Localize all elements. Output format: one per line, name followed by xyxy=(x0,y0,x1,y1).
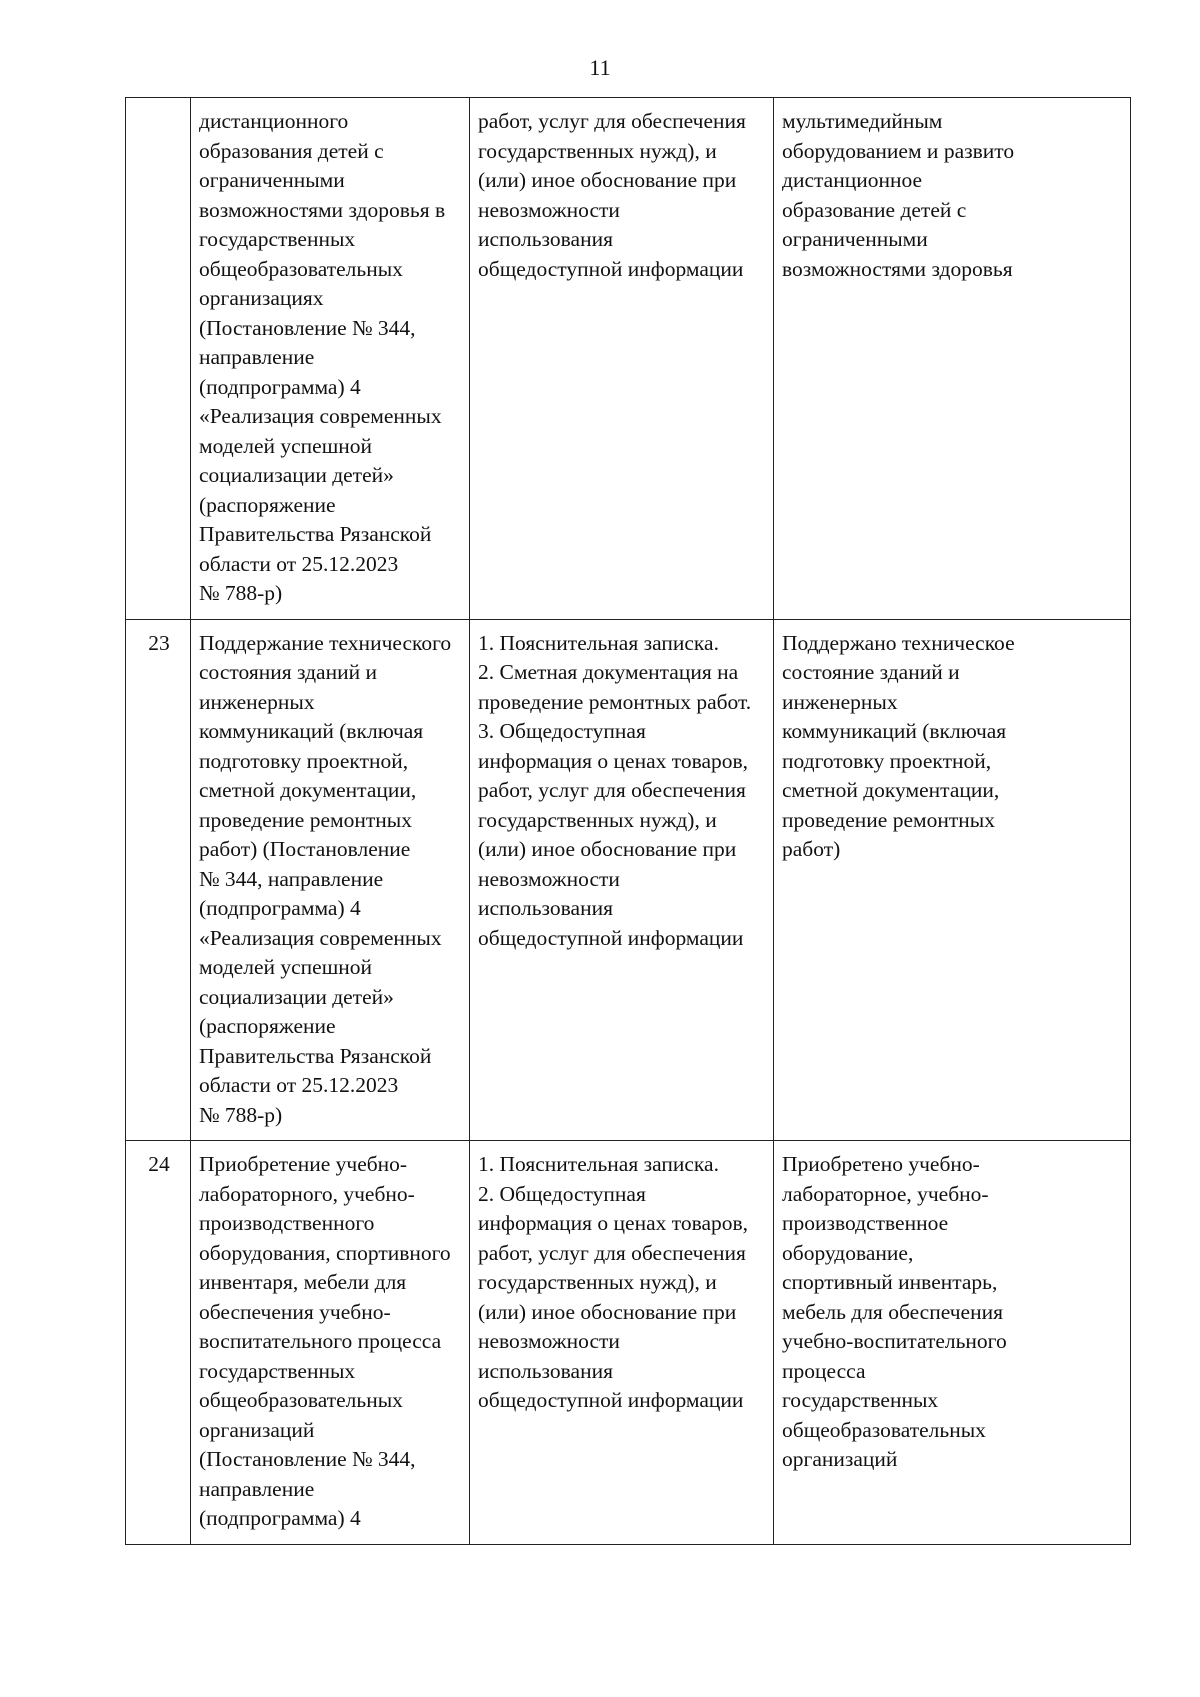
table-row xyxy=(126,1141,1131,1545)
measure-cell-line: (подпрограмма) 4 xyxy=(199,1506,361,1530)
measure-cell-line: моделей успешной xyxy=(199,433,373,458)
measure-cell-line: социализации детей» xyxy=(199,463,394,487)
documents-cell-line: (или) иное обоснование при xyxy=(478,1299,737,1324)
result-cell-line: мультимедийным xyxy=(782,109,943,133)
measure-cell-line: возможностями здоровья в xyxy=(199,197,446,222)
documents-cell-line: использования xyxy=(478,1358,613,1383)
result-cell-line: государственных xyxy=(782,1388,939,1412)
result-cell-line: организаций xyxy=(782,1447,898,1471)
result-cell-line: возможностями здоровья xyxy=(782,256,1013,281)
measure-cell xyxy=(191,98,470,620)
documents-cell-line: (или) иное обоснование при xyxy=(478,168,737,192)
result-cell-line: подготовку проектной, xyxy=(782,748,992,773)
documents-cell-line: общедоступной информации xyxy=(478,256,744,281)
measure-cell-line: (Постановление № 344, xyxy=(199,315,416,340)
measure-cell-line: подготовку проектной, xyxy=(199,748,409,773)
measure-cell-line: области от 25.12.2023 xyxy=(199,1073,399,1097)
measure-cell-line: оборудования, спортивного xyxy=(199,1240,451,1265)
result-cell-line: процесса xyxy=(782,1358,866,1383)
result-cell-line: Поддержано техническое xyxy=(782,630,1015,655)
result-cell xyxy=(774,619,1131,1141)
result-cell-line: инженерных xyxy=(782,689,898,714)
measure-cell-line: состояния зданий и xyxy=(199,660,377,684)
row-number-cell xyxy=(126,98,191,620)
table-row xyxy=(126,619,1131,1141)
measure-cell-line: «Реализация современных xyxy=(199,404,442,428)
measure-cell-line: коммуникаций (включая xyxy=(199,719,424,743)
measure-cell-line: обеспечения учебно- xyxy=(199,1299,391,1324)
row-number: 24 xyxy=(148,1152,170,1176)
result-cell-line: состояние зданий и xyxy=(782,660,960,684)
documents-cell-line: 2. Сметная документация на xyxy=(478,660,739,684)
result-cell-line: ограниченными xyxy=(782,227,928,251)
measure-cell-line: государственных xyxy=(199,1358,356,1383)
result-cell-line: Приобретено учебно- xyxy=(782,1152,980,1176)
result-cell-line: общеобразовательных xyxy=(782,1417,986,1442)
result-cell xyxy=(774,1141,1131,1545)
documents-cell-line: использования xyxy=(478,227,613,251)
result-cell-line: работ) xyxy=(782,837,841,861)
documents-cell-line: государственных нужд), и xyxy=(478,1270,717,1294)
measure-cell-line: общеобразовательных xyxy=(199,256,403,281)
measure-cell-line: направление xyxy=(199,1476,315,1501)
measure-cell-line: Приобретение учебно- xyxy=(199,1152,408,1176)
measure-cell-line: государственных xyxy=(199,227,356,251)
measure-cell-line: воспитательного процесса xyxy=(199,1329,442,1353)
measure-cell xyxy=(191,1141,470,1545)
documents-cell-line: 1. Пояснительная записка. xyxy=(478,1152,719,1176)
measure-cell-line: «Реализация современных xyxy=(199,925,442,950)
documents-cell-line: работ, услуг для обеспечения xyxy=(478,109,746,133)
row-number-cell xyxy=(126,619,191,1141)
measure-cell-line: Поддержание технического xyxy=(199,630,452,655)
measure-cell-line: инженерных xyxy=(199,689,315,714)
documents-cell-line: невозможности xyxy=(478,197,620,222)
documents-cell xyxy=(470,1141,774,1545)
documents-cell-line: (или) иное обоснование при xyxy=(478,837,737,861)
result-cell-line: проведение ремонтных xyxy=(782,807,995,832)
page-number: 11 xyxy=(589,55,611,80)
measure-cell-line: дистанционного xyxy=(199,109,349,133)
result-cell-line: сметной документации, xyxy=(782,778,1000,802)
measure-cell-line: ограниченными xyxy=(199,168,345,192)
documents-cell-line: использования xyxy=(478,896,613,920)
measure-cell-line: (распоряжение xyxy=(199,1014,336,1038)
documents-cell-line: государственных нужд), и xyxy=(478,138,717,163)
result-cell-line: мебель для обеспечения xyxy=(782,1299,1003,1324)
documents-cell-line: государственных нужд), и xyxy=(478,807,717,832)
result-cell-line: производственное xyxy=(782,1211,949,1235)
result-cell-line: дистанционное xyxy=(782,168,923,192)
result-cell-line: коммуникаций (включая xyxy=(782,719,1007,743)
documents-cell xyxy=(470,98,774,620)
measure-cell-line: № 788-р) xyxy=(199,1102,283,1127)
measure-cell-line: организаций xyxy=(199,1417,315,1442)
measure-cell-line: сметной документации, xyxy=(199,778,417,802)
documents-cell-line: информация о ценах товаров, xyxy=(478,748,749,773)
measure-cell-line: лабораторного, учебно- xyxy=(199,1181,415,1206)
measure-cell-line: организациях xyxy=(199,286,324,310)
measure-cell-line: № 344, направление xyxy=(199,866,384,891)
documents-cell-line: общедоступной информации xyxy=(478,1388,744,1412)
result-cell-line: образование детей с xyxy=(782,197,967,222)
documents-cell-line: 2. Общедоступная xyxy=(478,1181,646,1206)
measure-cell-line: общеобразовательных xyxy=(199,1388,403,1412)
row-number: 23 xyxy=(148,630,170,655)
documents-cell-line: 1. Пояснительная записка. xyxy=(478,630,719,655)
documents-cell-line: 3. Общедоступная xyxy=(478,719,646,743)
measure-cell-line: направление xyxy=(199,345,315,369)
result-cell-line: оборудованием и развито xyxy=(782,138,1015,163)
documents-cell-line: работ, услуг для обеспечения xyxy=(478,778,746,802)
measure-cell-line: (подпрограмма) 4 xyxy=(199,374,361,399)
documents-cell-line: проведение ремонтных работ. xyxy=(478,689,752,714)
measure-cell-line: проведение ремонтных xyxy=(199,807,412,832)
result-cell-line: учебно-воспитательного xyxy=(782,1329,1007,1353)
row-number-cell xyxy=(126,1141,191,1545)
documents-cell-line: работ, услуг для обеспечения xyxy=(478,1240,746,1265)
documents-cell-line: общедоступной информации xyxy=(478,925,744,950)
measure-cell-line: моделей успешной xyxy=(199,955,373,979)
table-row xyxy=(126,98,1131,620)
documents-cell-line: невозможности xyxy=(478,866,620,891)
measure-cell-line: области от 25.12.2023 xyxy=(199,551,399,576)
measure-cell-line: Правительства Рязанской xyxy=(199,522,432,546)
result-cell-line: лабораторное, учебно- xyxy=(782,1181,989,1206)
measure-cell-line: инвентаря, мебели для xyxy=(199,1270,407,1294)
measures-table xyxy=(125,97,1131,1545)
measure-cell-line: работ) (Постановление xyxy=(199,837,411,861)
measure-cell-line: № 788-р) xyxy=(199,581,283,605)
measure-cell xyxy=(191,619,470,1141)
result-cell xyxy=(774,98,1131,620)
measure-cell-line: Правительства Рязанской xyxy=(199,1043,432,1068)
result-cell-line: оборудование, xyxy=(782,1240,914,1265)
measure-cell-line: (подпрограмма) 4 xyxy=(199,896,361,920)
measure-cell-line: (Постановление № 344, xyxy=(199,1447,416,1471)
documents-cell xyxy=(470,619,774,1141)
measure-cell-line: социализации детей» xyxy=(199,984,394,1009)
documents-cell-line: невозможности xyxy=(478,1329,620,1353)
measure-cell-line: производственного xyxy=(199,1211,375,1235)
measure-cell-line: образования детей с xyxy=(199,138,384,163)
documents-cell-line: информация о ценах товаров, xyxy=(478,1211,749,1235)
measure-cell-line: (распоряжение xyxy=(199,492,336,517)
result-cell-line: спортивный инвентарь, xyxy=(782,1270,998,1294)
